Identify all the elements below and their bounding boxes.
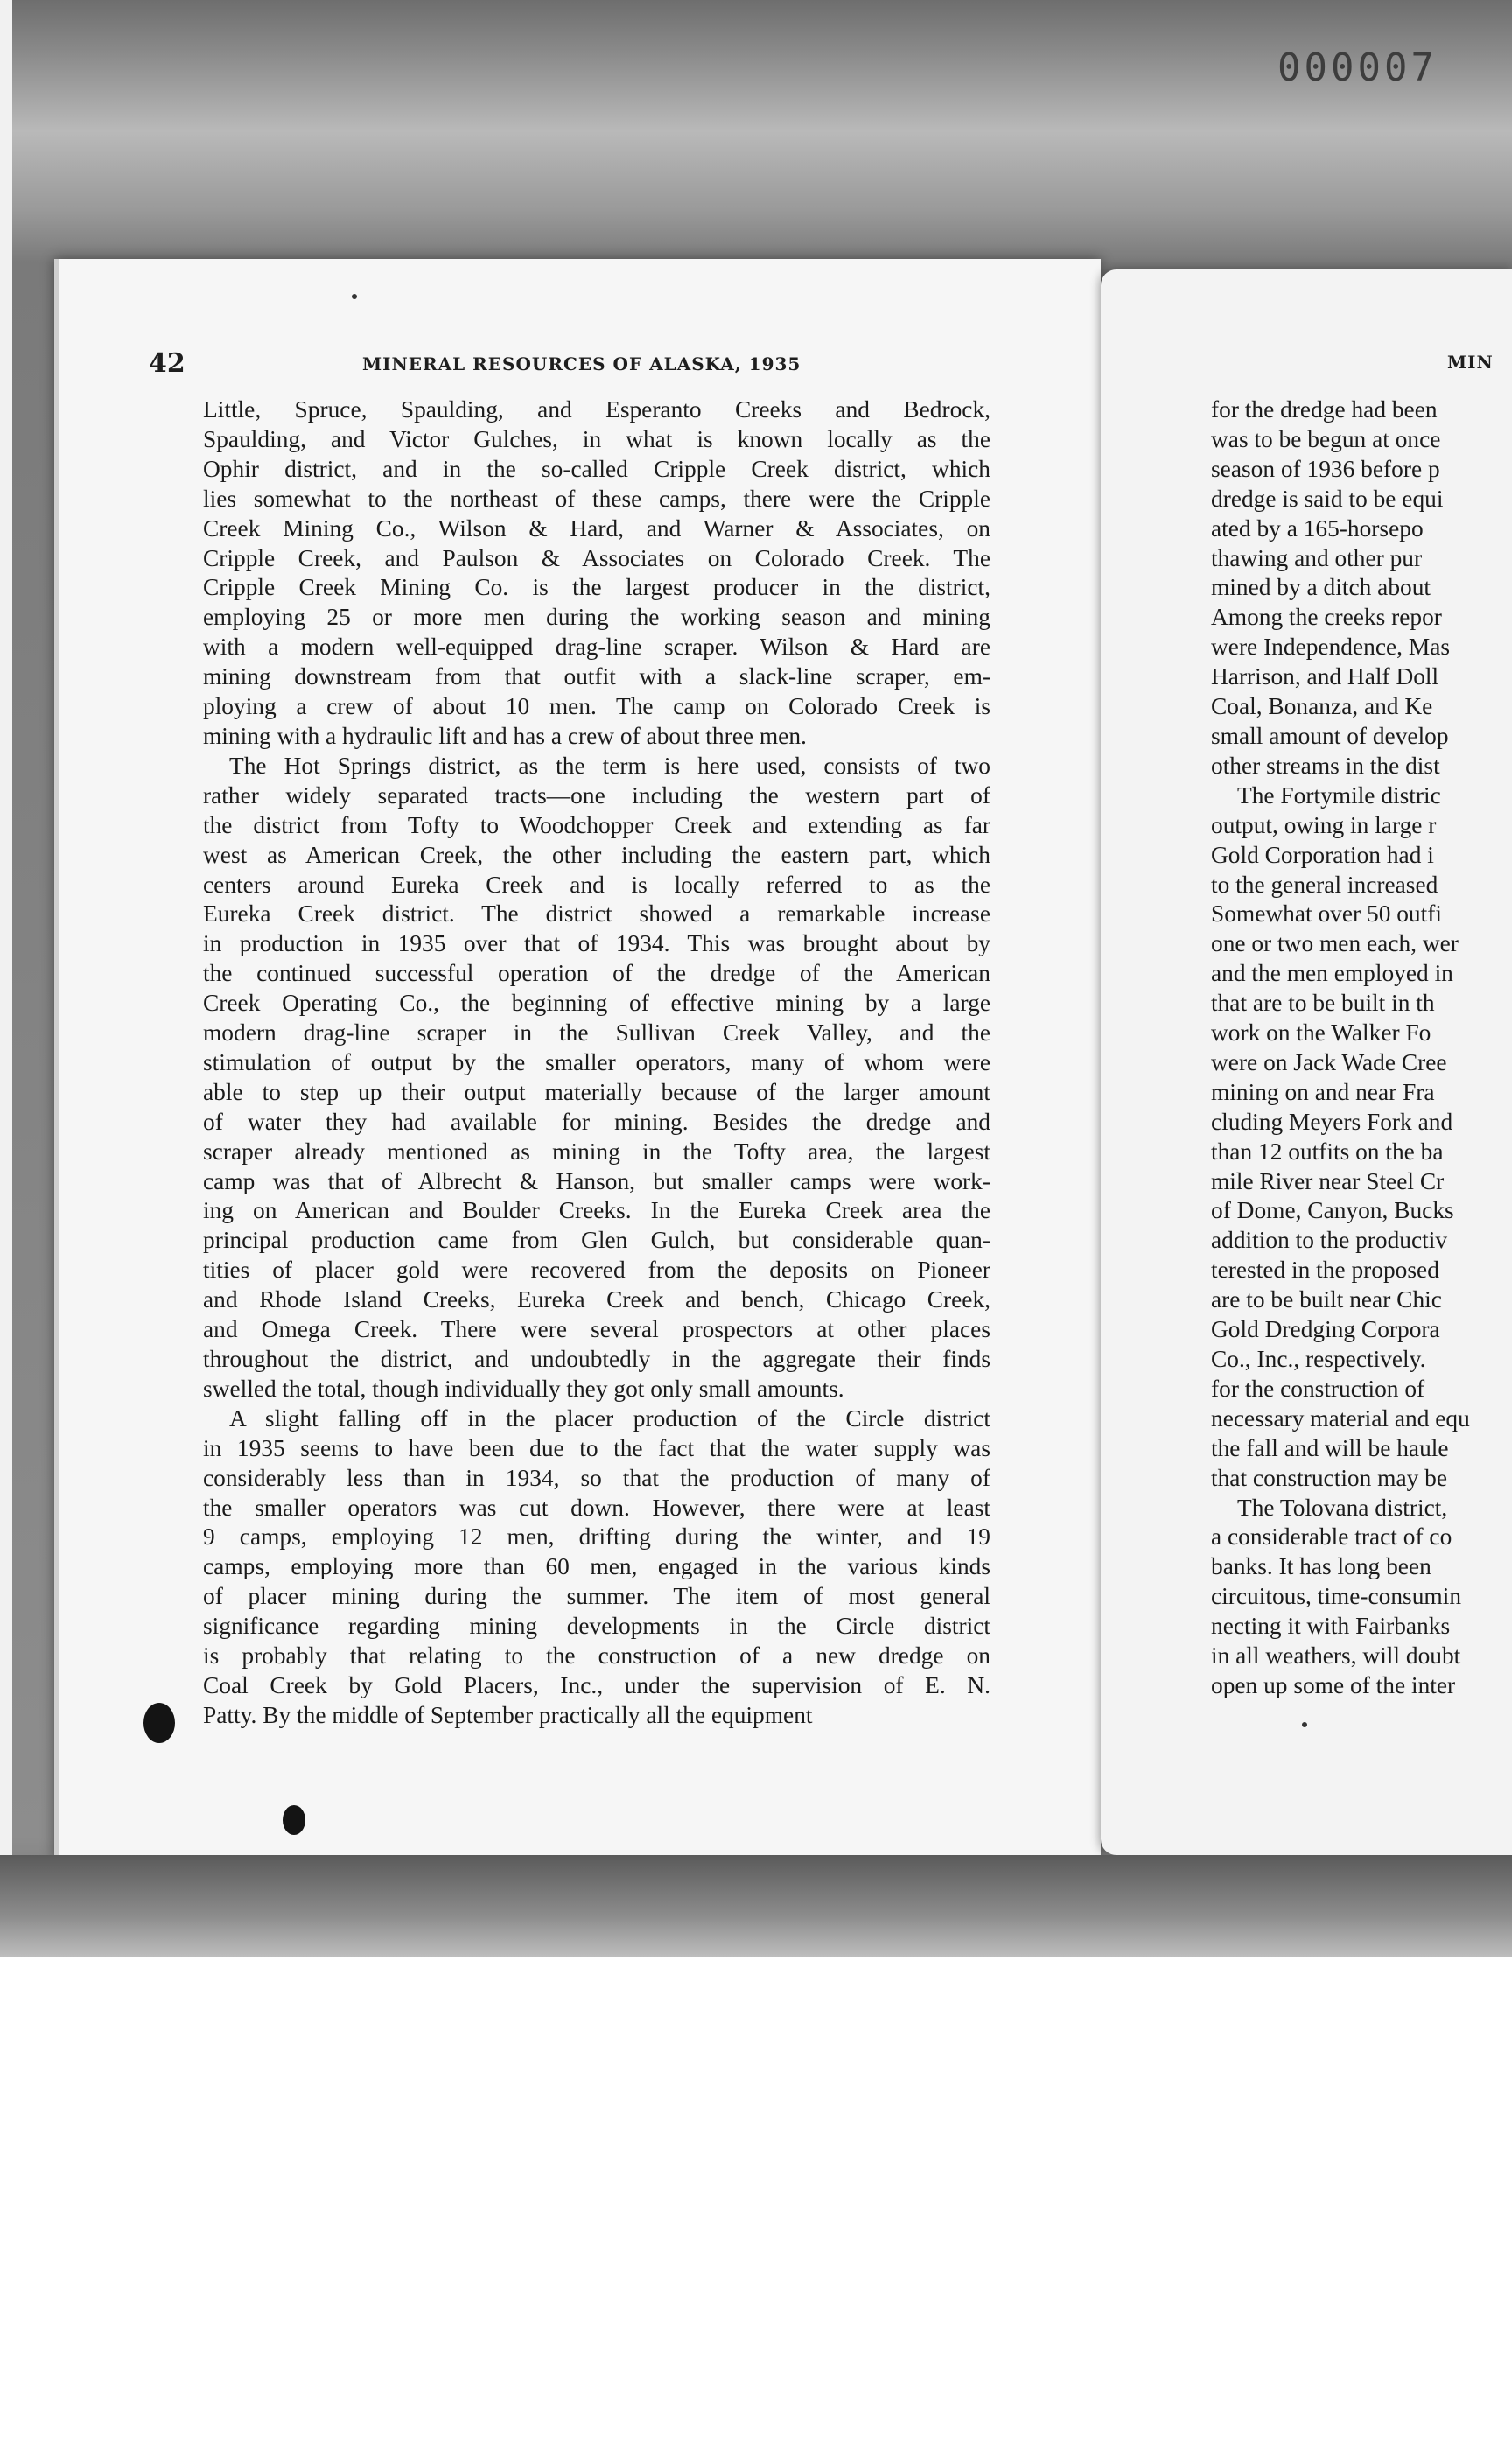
text-line: lies somewhat to the northeast of these camps, there were the Cripple: [203, 485, 990, 512]
text-line: season of 1936 before p: [1211, 455, 1440, 482]
text-line: Gold Dredging Corpora: [1211, 1316, 1440, 1343]
text-line: Among the creeks repor: [1211, 604, 1442, 631]
text-line: small amount of develop: [1211, 722, 1449, 749]
text-line: work on the Walker Fo: [1211, 1019, 1432, 1046]
text-line: for the construction of: [1211, 1375, 1425, 1402]
text-line: mining with a hydraulic lift and has a crew of about three men.: [203, 722, 807, 749]
text-line: mined by a ditch about: [1211, 574, 1432, 601]
text-line: addition to the productiv: [1211, 1227, 1448, 1254]
text-line: in 1935 seems to have been due to the fact that the water supply was: [203, 1434, 990, 1461]
text-line: and Rhode Island Creeks, Eureka Creek and bench, Chicago Creek,: [203, 1286, 990, 1313]
text-line: stimulation of output by the smaller operators, many of whom were: [203, 1048, 990, 1075]
ink-blot: [144, 1703, 175, 1743]
text-line: output, owing in large r: [1211, 811, 1437, 838]
ink-blot: [283, 1805, 305, 1835]
text-line: was to be begun at once: [1211, 425, 1441, 452]
text-line: Patty. By the middle of September practically all the equipment: [203, 1701, 813, 1728]
text-line: ated by a 165-horsepo: [1211, 514, 1424, 542]
text-line: to the general increased: [1211, 871, 1438, 898]
running-head-title: MINERAL RESOURCES OF ALASKA, 1935: [362, 354, 802, 374]
text-line: Somewhat over 50 outfi: [1211, 900, 1442, 928]
text-line: that are to be built in th: [1211, 990, 1435, 1017]
page-number: 42: [149, 348, 186, 379]
text-line: Creek Mining Co., Wilson & Hard, and Warner & Associates, on: [203, 514, 990, 542]
text-line: is probably that relating to the construction of a new dredge on: [203, 1642, 990, 1670]
text-line: Spaulding, and Victor Gulches, in what is known locally as the: [203, 425, 990, 452]
text-line: the smaller operators was cut down. However, there were at least: [203, 1494, 990, 1521]
right-page-body-text: [1211, 396, 1500, 1701]
text-line: The Fortymile distric: [1237, 781, 1441, 808]
text-line: other streams in the dist: [1211, 752, 1440, 779]
text-line: swelled the total, though individually they got only small amounts.: [203, 1375, 844, 1402]
text-line: employing 25 or more men during the working season and mining: [203, 604, 990, 631]
text-line: Little, Spruce, Spaulding, and Esperanto Creeks and Bedrock,: [203, 396, 990, 423]
text-line: necting it with Fairbanks: [1211, 1613, 1451, 1640]
text-line: camp was that of Albrecht & Hanson, but smaller camps were work-: [203, 1167, 990, 1194]
text-line: that construction may be: [1211, 1464, 1448, 1491]
text-line: cluding Meyers Fork and: [1211, 1108, 1453, 1135]
text-line: of Dome, Canyon, Bucks: [1211, 1197, 1454, 1224]
text-line: terested in the proposed: [1211, 1256, 1439, 1284]
text-line: Gold Corporation had i: [1211, 841, 1434, 868]
text-line: than 12 outfits on the ba: [1211, 1138, 1444, 1165]
text-line: centers around Eureka Creek and is locally referred to as the: [203, 871, 990, 898]
text-line: banks. It has long been: [1211, 1553, 1432, 1580]
text-line: and the men employed in: [1211, 960, 1453, 987]
text-line: were Independence, Mas: [1211, 634, 1451, 661]
text-line: tities of placer gold were recovered from the deposits on Pioneer: [203, 1256, 990, 1284]
text-line: Coal Creek by Gold Placers, Inc., under the supervision of E. N.: [203, 1671, 990, 1698]
text-line: significance regarding mining developments in the Circle district: [203, 1613, 990, 1640]
text-line: principal production came from Glen Gulch, but considerable quan-: [203, 1227, 990, 1254]
text-line: Ophir district, and in the so-called Cripple Creek district, which: [203, 455, 990, 482]
left-page-body-text: [203, 396, 990, 1731]
text-line: dredge is said to be equi: [1211, 485, 1444, 512]
text-line: Eureka Creek district. The district showed a remarkable increase: [203, 900, 990, 928]
text-line: scraper already mentioned as mining in the Tofty area, the largest: [203, 1138, 990, 1165]
text-line: ing on American and Boulder Creeks. In the Eureka Creek area the: [203, 1197, 990, 1224]
text-line: Co., Inc., respectively.: [1211, 1346, 1426, 1372]
text-line: Cripple Creek Mining Co. is the largest producer in the district,: [203, 574, 990, 601]
text-line: the continued successful operation of the dredge of the American: [203, 960, 990, 987]
left-running-head: [149, 348, 1024, 383]
text-line: a considerable tract of co: [1211, 1523, 1452, 1550]
text-line: camps, employing more than 60 men, engaged in the various kinds: [203, 1553, 990, 1580]
dust-speck: [352, 294, 357, 299]
text-line: throughout the district, and undoubtedly in the aggregate their finds: [203, 1346, 990, 1372]
text-line: circuitous, time-consumin: [1211, 1583, 1462, 1610]
text-line: considerably less than in 1934, so that the production of many of: [203, 1464, 990, 1491]
text-line: the fall and will be haule: [1211, 1434, 1449, 1461]
text-line: in all weathers, will doubt: [1211, 1642, 1461, 1670]
text-line: and Omega Creek. There were several prospectors at other places: [203, 1316, 990, 1343]
text-line: with a modern well-equipped drag-line scraper. Wilson & Hard are: [203, 634, 990, 661]
text-line: for the dredge had been: [1211, 396, 1438, 423]
text-line: the district from Tofty to Woodchopper Creek and extending as far: [203, 811, 990, 838]
text-line: of placer mining during the summer. The item of most general: [203, 1583, 990, 1610]
text-line: rather widely separated tracts—one including the western part of: [203, 781, 990, 808]
text-line: west as American Creek, the other including the eastern part, which: [203, 841, 990, 868]
text-line: modern drag-line scraper in the Sullivan Creek Valley, and the: [203, 1019, 990, 1046]
text-line: mining on and near Fra: [1211, 1078, 1435, 1105]
text-line: A slight falling off in the placer production of the Circle district: [229, 1404, 990, 1432]
text-line: open up some of the inter: [1211, 1671, 1456, 1698]
text-line: Creek Operating Co., the beginning of effective mining by a large: [203, 990, 990, 1017]
text-line: mile River near Steel Cr: [1211, 1167, 1445, 1194]
text-line: The Tolovana district,: [1237, 1494, 1448, 1521]
text-line: ploying a crew of about 10 men. The camp on Colorado Creek is: [203, 693, 990, 720]
text-line: able to step up their output materially because of the larger amount: [203, 1078, 990, 1105]
text-line: The Hot Springs district, as the term is here used, consists of two: [229, 752, 990, 779]
scan-edge: [0, 0, 12, 1956]
text-line: thawing and other pur: [1211, 544, 1423, 571]
dust-speck: [1302, 1722, 1307, 1727]
scan-bottom-shadow: [0, 1855, 1512, 1956]
text-line: in production in 1935 over that of 1934. This was brought about by: [203, 930, 990, 957]
text-line: of water they had available for mining. Besides the dredge and: [203, 1108, 990, 1135]
text-line: one or two men each, wer: [1211, 930, 1459, 957]
text-line: Harrison, and Half Doll: [1211, 663, 1439, 690]
text-line: mining downstream from that outfit with a slack-line scraper, em-: [203, 663, 990, 690]
text-line: necessary material and equ: [1211, 1404, 1470, 1432]
text-line: Cripple Creek, and Paulson & Associates on Colorado Creek. The: [203, 544, 990, 571]
text-line: 9 camps, employing 12 men, drifting during the winter, and 19: [203, 1523, 990, 1550]
right-running-head: MIN: [1447, 352, 1494, 373]
text-line: Coal, Bonanza, and Ke: [1211, 693, 1433, 720]
text-line: are to be built near Chic: [1211, 1286, 1442, 1313]
text-line: were on Jack Wade Cree: [1211, 1048, 1447, 1075]
archive-stamp: 000007: [1278, 46, 1438, 90]
